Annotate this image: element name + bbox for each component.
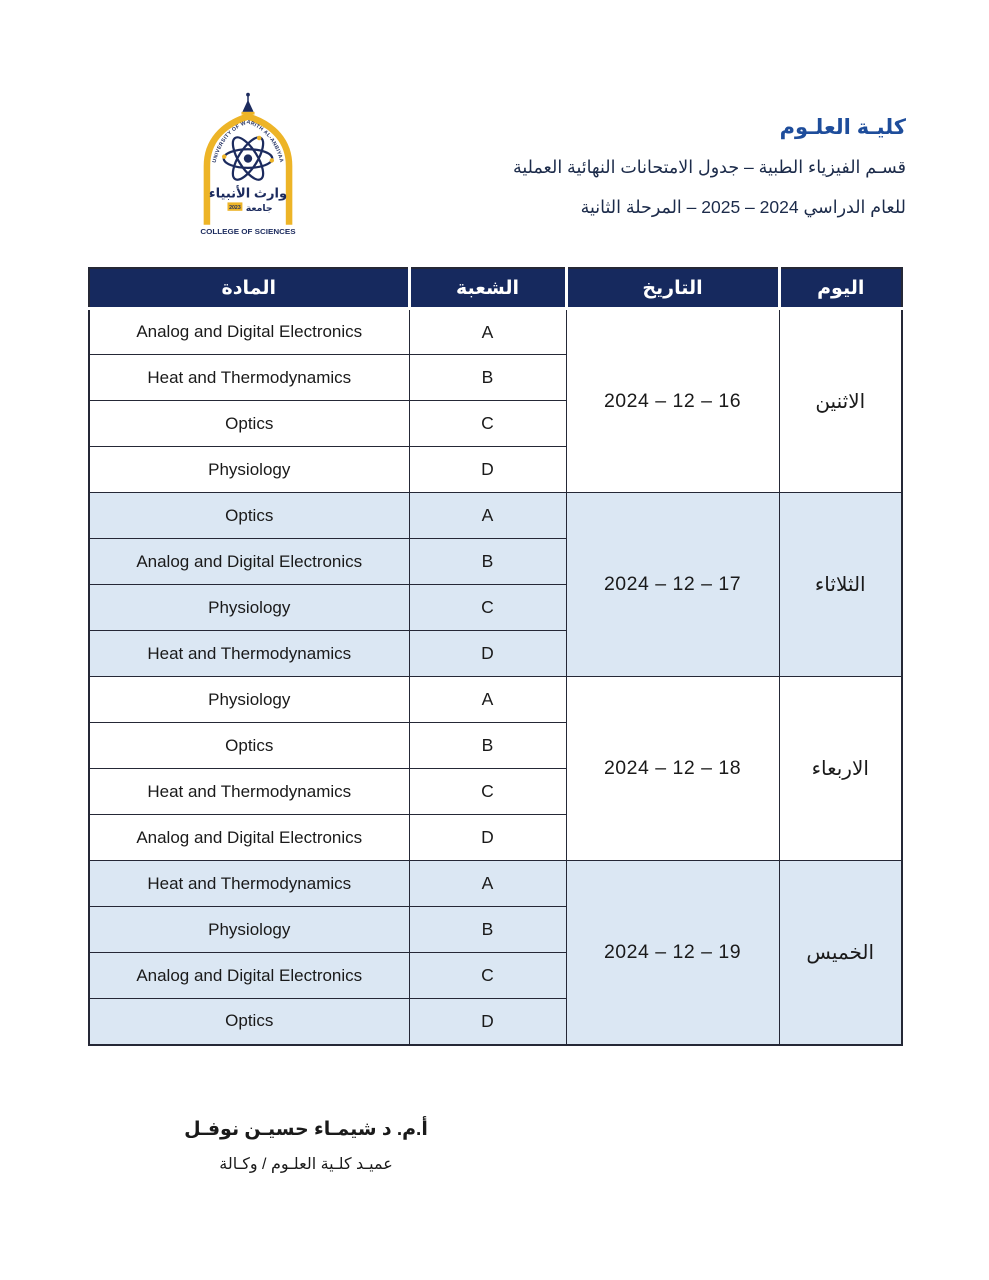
section-cell: C: [409, 585, 566, 631]
university-logo: [192, 90, 304, 242]
date-cell: 2024 – 12 – 18: [566, 677, 779, 861]
subject-cell: Optics: [89, 723, 409, 769]
table-row: [89, 309, 902, 355]
table-row: [89, 861, 902, 907]
logo-arc-text: UNIVERSITY OF WARITH AL-ANBIYAA: [211, 119, 285, 164]
logo-calligraphy-arabic: وارث الأنبياء: [208, 185, 288, 201]
section-cell: B: [409, 355, 566, 401]
svg-text:2023: 2023: [229, 204, 241, 211]
section-cell: C: [409, 769, 566, 815]
signature-title: عميـد كلـية العلـوم / وكـالة: [219, 1155, 393, 1173]
minaret-spire-icon: [241, 93, 254, 115]
signature-name: أ.م. د شيمـاء حسيـن نوفـل: [184, 1119, 428, 1140]
date-cell: 2024 – 12 – 16: [566, 309, 779, 493]
logo-university-word-arabic: جامعة: [245, 202, 273, 213]
subject-cell: Physiology: [89, 677, 409, 723]
section-cell: B: [409, 723, 566, 769]
university-logo-graphic: [192, 90, 304, 242]
day-group-thursday: [89, 861, 902, 1045]
section-cell: D: [409, 447, 566, 493]
subject-cell: Analog and Digital Electronics: [89, 539, 409, 585]
logo-year-badge: [227, 202, 242, 211]
signature-block: [168, 1120, 444, 1173]
subject-cell: Heat and Thermodynamics: [89, 769, 409, 815]
section-cell: D: [409, 999, 566, 1045]
date-cell: 2024 – 12 – 19: [566, 861, 779, 1045]
subject-cell: Physiology: [89, 907, 409, 953]
subject-cell: Analog and Digital Electronics: [89, 309, 409, 355]
subject-cell: Heat and Thermodynamics: [89, 355, 409, 401]
subject-cell: Physiology: [89, 447, 409, 493]
subject-cell: Optics: [89, 999, 409, 1045]
table-header-row: [89, 268, 902, 309]
exam-schedule-table: [88, 267, 903, 1046]
subject-cell: Physiology: [89, 585, 409, 631]
day-group-wednesday: [89, 677, 902, 861]
section-cell: C: [409, 953, 566, 999]
subject-cell: Optics: [89, 493, 409, 539]
subject-cell: Analog and Digital Electronics: [89, 815, 409, 861]
section-cell: B: [409, 539, 566, 585]
subject-cell: Heat and Thermodynamics: [89, 631, 409, 677]
day-cell: الاربعاء: [779, 677, 902, 861]
college-title: كليـة العلـوم: [779, 116, 906, 139]
day-cell: الثلاثاء: [779, 493, 902, 677]
section-cell: D: [409, 631, 566, 677]
section-cell: B: [409, 907, 566, 953]
document-header: [513, 116, 906, 239]
column-header-date: التاريخ: [566, 268, 779, 309]
date-cell: 2024 – 12 – 17: [566, 493, 779, 677]
atom-icon: [222, 133, 274, 184]
logo-college-name: COLLEGE OF SCIENCES: [200, 227, 296, 237]
section-cell: A: [409, 677, 566, 723]
day-group-tuesday: [89, 493, 902, 677]
department-subtitle: قسـم الفيزياء الطبية – جدول الامتحانات النهائية العملية: [512, 157, 906, 178]
table-row: [89, 677, 902, 723]
subject-cell: Analog and Digital Electronics: [89, 953, 409, 999]
day-cell: الاثنين: [779, 309, 902, 493]
subject-cell: Heat and Thermodynamics: [89, 861, 409, 907]
day-group-monday: [89, 309, 902, 493]
table-row: [89, 493, 902, 539]
section-cell: A: [409, 493, 566, 539]
subject-cell: Optics: [89, 401, 409, 447]
academic-year-subtitle: للعام الدراسي 2024 – 2025 – المرحلة الثانية: [580, 197, 906, 218]
section-cell: D: [409, 815, 566, 861]
section-cell: A: [409, 309, 566, 355]
column-header-day: اليوم: [779, 268, 902, 309]
day-cell: الخميس: [779, 861, 902, 1045]
section-cell: A: [409, 861, 566, 907]
column-header-section: الشعبة: [409, 268, 566, 309]
section-cell: C: [409, 401, 566, 447]
column-header-subject: المادة: [89, 268, 409, 309]
